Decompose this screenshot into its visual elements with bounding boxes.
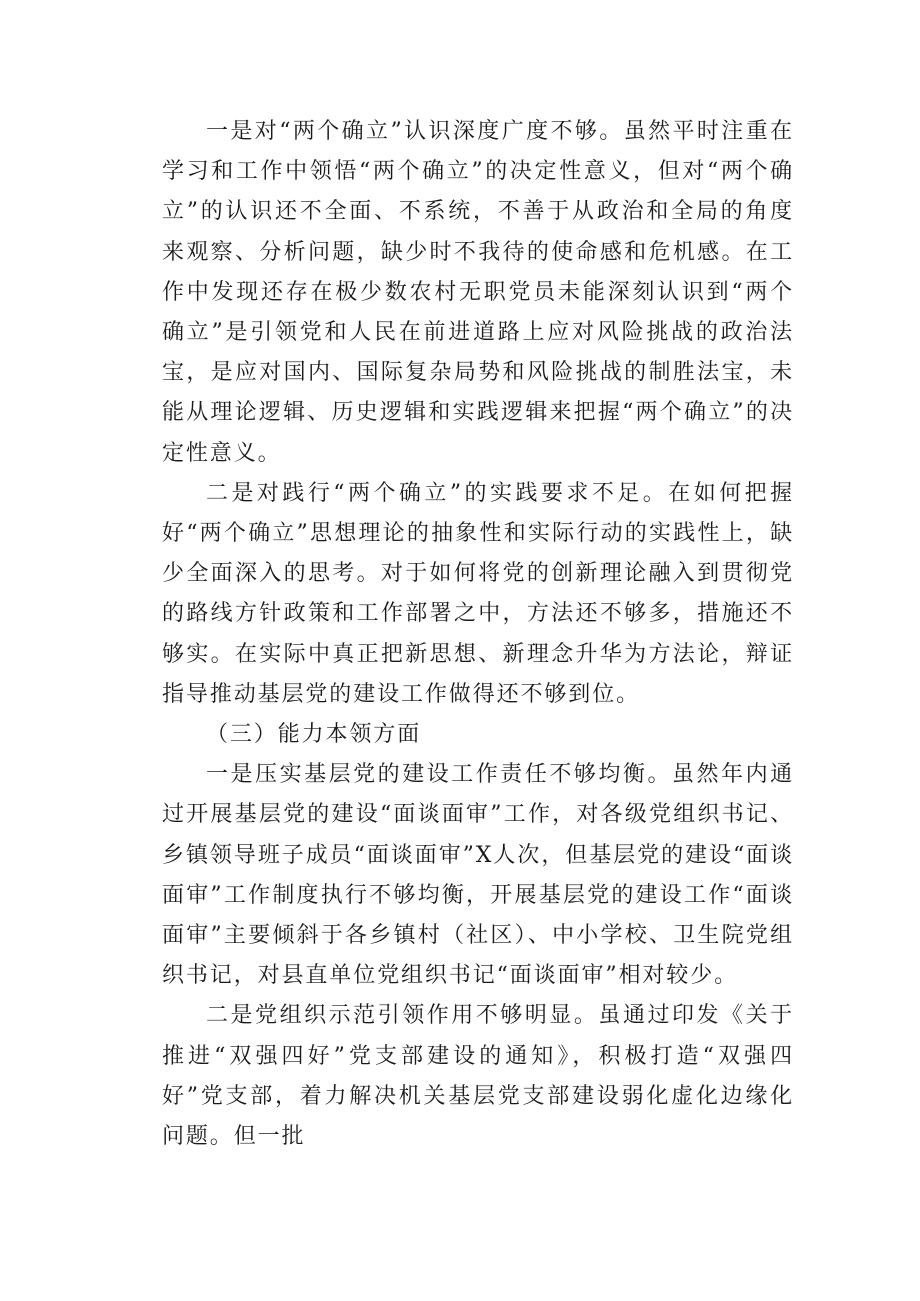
paragraph-grassroots-responsibility: 一是压实基层党的建设工作责任不够均衡。虽然年内通过开展基层党的建设“面谈面审”工作，对各级党组织书记、乡镇领导班子成员“面谈面审”X人次，但基层党的建设“面谈面审”工作制度执行不够均衡，开展基层党的建设工作“面谈面审”主要倾斜于各乡镇村（社区）、中小学校、卫生院党组织书记，对县直单位党组织书记“面谈面审”相对较少。 — [162, 762, 794, 989]
paragraph-two-establishments-practice: 二是对践行“两个确立”的实践要求不足。在如何把握好“两个确立”思想理论的抽象性和实际行动的实践性上，缺少全面深入的思考。对于如何将党的创新理论融入到贯彻党的路线方针政策和工作部署之中，方法还不够多，措施还不够实。在实际中真正把新思想、新理念升华为方法论，辩证指导推动基层党的建设工作做得还不够到位。 — [162, 480, 794, 707]
paragraph-two-establishments-awareness: 一是对“两个确立”认识深度广度不够。虽然平时注重在学习和工作中领悟“两个确立”的决定性意义，但对“两个确立”的认识还不全面、不系统，不善于从政治和全局的角度来观察、分析问题，缺少时不我待的使命感和危机感。在工作中发现还存在极少数农村无职党员未能深刻认识到“两个确立”是引领党和人民在前进道路上应对风险挑战的政治法宝，是应对国内、国际复杂局势和风险挑战的制胜法宝，未能从理论逻辑、历史逻辑和实践逻辑来把握“两个确立”的决定性意义。 — [162, 119, 794, 466]
document-page — [162, 112, 794, 1157]
section-heading-ability: （三）能力本领方面 — [206, 722, 422, 748]
paragraph-party-org-demonstration: 二是党组织示范引领作用不够明显。虽通过印发《关于推进“双强四好”党支部建设的通知》，积极打造“双强四好”党支部，着力解决机关基层党支部建设弱化虚化边缘化问题。但一批 — [162, 1003, 794, 1150]
